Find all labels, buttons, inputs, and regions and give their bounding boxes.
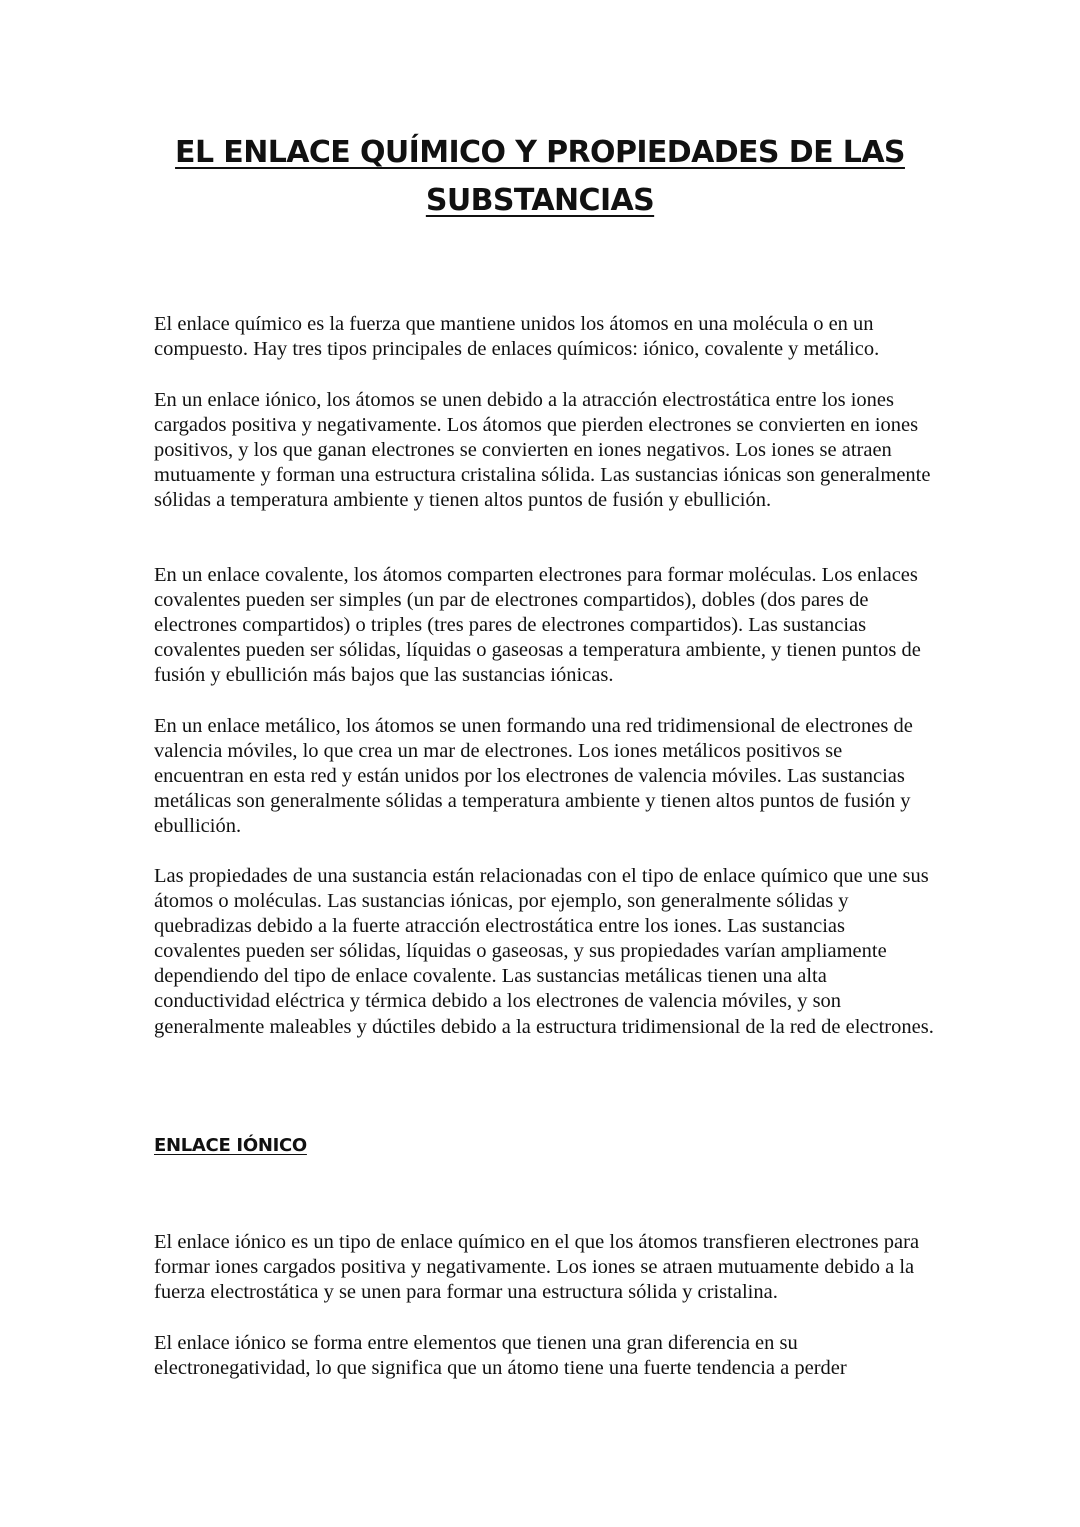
ionic-bond-paragraph: En un enlace iónico, los átomos se unen debido a la atracción electrostática entre los iones cargados positiva y negativamente. Los átomos que pierden electrones se convierten en iones positivos, y los que ganan electrones se convierten en iones negativos. Los iones se atraen mutuamente y forman una estructura cristalina sólida. Las sustancias iónicas son generalmente sólidas a temperatura ambiente y tienen altos puntos de fusión y ebullición.	[154, 389, 931, 512]
ionic-definition-paragraph: El enlace iónico es un tipo de enlace químico en el que los átomos transfieren electrones para formar iones cargados positiva y negativamente. Los iones se atraen mutuamente debido a la fuerza electrostática y se unen para formar una estructura sólida y cristalina.	[154, 1231, 920, 1304]
ionic-electronegativity-paragraph: El enlace iónico se forma entre elementos que tienen una gran diferencia en su electronegatividad, lo que significa que un átomo tiene una fuerte tendencia a perder	[154, 1332, 847, 1380]
intro-paragraph: El enlace químico es la fuerza que mantiene unidos los átomos en una molécula o en un compuesto. Hay tres tipos principales de enlaces químicos: iónico, covalente y metálico.	[154, 313, 880, 361]
metallic-bond-paragraph: En un enlace metálico, los átomos se unen formando una red tridimensional de electrones de valencia móviles, lo que crea un mar de electrones. Los iones metálicos positivos se encuentran en esta red y están unidos por los electrones de valencia móviles. Las sustancias metálicas son generalmente sólidas a temperatura ambiente y tienen altos puntos de fusión y ebullición.	[154, 715, 913, 838]
document-title: EL ENLACE QUÍMICO Y PROPIEDADES DE LAS SUBSTANCIAS	[175, 135, 905, 218]
section-heading-ionic: ENLACE IÓNICO	[154, 1135, 307, 1156]
covalent-bond-paragraph: En un enlace covalente, los átomos comparten electrones para formar moléculas. Los enlaces covalentes pueden ser simples (un par de electrones compartidos), dobles (dos pares de electrones compartidos) o triples (tres pares de electrones compartidos). Las sustancias covalentes pueden ser sólidas, líquidas o gaseosas a temperatura ambiente, y tienen puntos de fusión y ebullición más bajos que las sustancias iónicas.	[154, 564, 921, 687]
properties-paragraph: Las propiedades de una sustancia están relacionadas con el tipo de enlace químico que une sus átomos o moléculas. Las sustancias iónicas, por ejemplo, son generalmente sólidas y quebradizas debido a la fuerte atracción electrostática entre los iones. Las sustancias covalentes pueden ser sólidas, líquidas o gaseosas, y sus propiedades varían ampliamente dependiendo del tipo de enlace covalente. Las sustancias metálicas tienen una alta conductividad eléctrica y térmica debido a los electrones de valencia móviles, y son generalmente maleables y dúctiles debido a la estructura tridimensional de la red de electrones.	[154, 865, 934, 1038]
